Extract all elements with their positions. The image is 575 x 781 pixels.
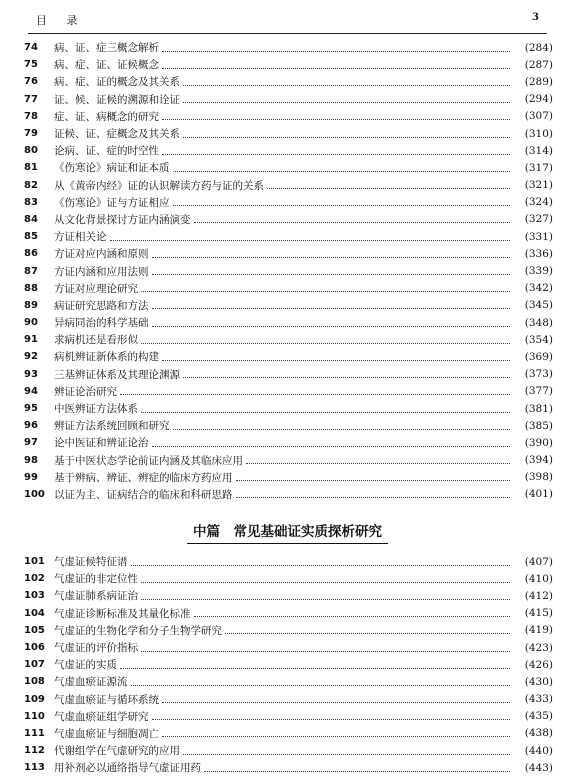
entry-number: 103: [24, 590, 45, 602]
dot-leader: [152, 325, 511, 327]
dot-leader: [183, 136, 510, 138]
entry-number: 85: [24, 231, 38, 243]
entry-page: (342): [524, 282, 553, 295]
dot-leader: [183, 376, 510, 378]
toc-entry[interactable]: [24, 228, 553, 245]
entry-title: 代谢组学在气虚研究的应用: [54, 745, 180, 758]
entry-title: 论中医证和辨证论治: [54, 437, 149, 450]
dot-leader: [152, 718, 511, 720]
dot-leader: [173, 428, 511, 430]
dot-leader: [246, 462, 510, 464]
entry-page: (443): [524, 761, 553, 774]
entry-page: (419): [524, 624, 553, 637]
dot-leader: [141, 581, 510, 583]
dot-leader: [173, 204, 511, 206]
toc-list-lower: [24, 553, 553, 776]
entry-number: 77: [24, 93, 38, 105]
entry-title: 辨证论治研究: [54, 385, 117, 398]
entry-number: 78: [24, 110, 38, 122]
entry-page: (336): [524, 247, 553, 260]
toc-entry[interactable]: [24, 622, 553, 639]
running-title: 目 录: [36, 14, 86, 27]
entry-title: 气虚证候特征谱: [54, 556, 128, 569]
toc-entry[interactable]: [24, 142, 553, 159]
entry-number: 95: [24, 403, 38, 415]
entry-page: (426): [524, 658, 553, 671]
toc-entry[interactable]: [24, 159, 553, 176]
entry-number: 83: [24, 196, 38, 208]
entry-title: 气虚证的实质: [54, 659, 117, 672]
dot-leader: [152, 256, 511, 258]
entry-number: 105: [24, 624, 45, 636]
entry-title: 论病、证、症的时空性: [54, 145, 159, 158]
toc-entry[interactable]: [24, 417, 553, 434]
dot-leader: [162, 118, 510, 120]
entry-page: (307): [524, 110, 553, 123]
toc-entry[interactable]: [24, 656, 553, 673]
toc-entry[interactable]: [24, 108, 553, 125]
entry-number: 80: [24, 145, 38, 157]
dot-leader: [152, 307, 511, 309]
toc-entry[interactable]: [24, 383, 553, 400]
entry-page: (433): [524, 693, 553, 706]
entry-number: 79: [24, 128, 38, 140]
dot-leader: [204, 770, 510, 772]
entry-page: (430): [524, 675, 553, 688]
entry-page: (435): [524, 710, 553, 723]
entry-number: 89: [24, 299, 38, 311]
toc-entry[interactable]: [24, 469, 553, 486]
entry-number: 99: [24, 471, 38, 483]
page-header: [28, 12, 547, 30]
entry-number: 87: [24, 265, 38, 277]
toc-entry[interactable]: [24, 56, 553, 73]
entry-page: (284): [524, 41, 553, 54]
entry-number: 91: [24, 334, 38, 346]
toc-entry[interactable]: [24, 245, 553, 262]
dot-leader: [183, 101, 510, 103]
entry-page: (373): [524, 368, 553, 381]
entry-page: (294): [524, 93, 553, 106]
entry-number: 101: [24, 556, 45, 568]
toc-entry[interactable]: [24, 366, 553, 383]
entry-title: 气虚血瘀证与循环系统: [54, 693, 159, 706]
toc-entry[interactable]: [24, 314, 553, 331]
entry-title: 气虚证的评价指标: [54, 642, 138, 655]
entry-title: 气虚血瘀证源流: [54, 676, 128, 689]
entry-number: 92: [24, 351, 38, 363]
entry-number: 90: [24, 317, 38, 329]
entry-page: (398): [524, 471, 553, 484]
dot-leader: [162, 50, 510, 52]
section-heading: [0, 520, 575, 544]
entry-title: 《伤寒论》病证和证本质: [54, 162, 170, 175]
header-rule: [28, 33, 547, 34]
entry-title: 辨证方法系统回顾和研究: [54, 420, 170, 433]
entry-number: 104: [24, 607, 45, 619]
entry-page: (423): [524, 641, 553, 654]
entry-title: 证、候、证候的溯源和诠证: [54, 93, 180, 106]
entry-number: 111: [24, 727, 45, 739]
entry-number: 81: [24, 162, 38, 174]
entry-title: 用补剂必以通络指导气虚证用药: [54, 762, 201, 775]
entry-number: 82: [24, 179, 38, 191]
entry-number: 106: [24, 642, 45, 654]
dot-leader: [194, 221, 511, 223]
entry-page: (412): [524, 589, 553, 602]
entry-page: (317): [524, 161, 553, 174]
entry-page: (369): [524, 350, 553, 363]
entry-page: (381): [524, 402, 553, 415]
toc-entry[interactable]: [24, 452, 553, 469]
entry-number: 107: [24, 659, 45, 671]
entry-title: 从文化背景探讨方证内涵演变: [54, 213, 191, 226]
toc-entry[interactable]: [24, 725, 553, 742]
dot-leader: [152, 273, 511, 275]
toc-entry[interactable]: [24, 348, 553, 365]
entry-number: 102: [24, 573, 45, 585]
entry-page: (401): [524, 488, 553, 501]
entry-title: 气虚证的生物化学和分子生物学研究: [54, 624, 222, 637]
entry-number: 75: [24, 59, 38, 71]
entry-title: 方证内涵和应用法则: [54, 265, 149, 278]
toc-entry[interactable]: [24, 673, 553, 690]
dot-leader: [162, 701, 510, 703]
entry-title: 从《黄帝内经》证的认识解读方药与证的关系: [54, 179, 264, 192]
entry-page: (394): [524, 454, 553, 467]
entry-number: 93: [24, 368, 38, 380]
section-title: 中篇 常见基础证实质探析研究: [187, 520, 388, 544]
toc-entry[interactable]: [24, 742, 553, 759]
toc-entry[interactable]: [24, 400, 553, 417]
entry-page: (385): [524, 419, 553, 432]
toc-entry[interactable]: [24, 39, 553, 56]
toc-entry[interactable]: [24, 280, 553, 297]
dot-leader: [141, 290, 510, 292]
dot-leader: [141, 411, 510, 413]
entry-number: 100: [24, 488, 45, 500]
dot-leader: [110, 239, 511, 241]
dot-leader: [141, 598, 510, 600]
dot-leader: [173, 170, 511, 172]
entry-page: (345): [524, 299, 553, 312]
entry-title: 三基辨证体系及其理论渊源: [54, 368, 180, 381]
entry-title: 症、证、病概念的研究: [54, 110, 159, 123]
toc-entry[interactable]: [24, 73, 553, 90]
entry-title: 病、证、症三概念解析: [54, 42, 159, 55]
entry-title: 病证研究思路和方法: [54, 299, 149, 312]
page-number: 3: [532, 12, 539, 23]
entry-page: (324): [524, 196, 553, 209]
dot-leader: [131, 564, 511, 566]
entry-title: 方证相关论: [54, 231, 107, 244]
entry-page: (327): [524, 213, 553, 226]
dot-leader: [162, 359, 510, 361]
entry-title: 病、症、证、证候概念: [54, 59, 159, 72]
entry-title: 中医辨证方法体系: [54, 403, 138, 416]
toc-entry[interactable]: [24, 177, 553, 194]
dot-leader: [141, 650, 510, 652]
entry-title: 气虚证诊断标准及其量化标准: [54, 607, 191, 620]
entry-number: 96: [24, 420, 38, 432]
dot-leader: [162, 735, 510, 737]
entry-title: 异病同治的科学基础: [54, 317, 149, 330]
entry-page: (410): [524, 572, 553, 585]
entry-number: 94: [24, 385, 38, 397]
toc-entry[interactable]: [24, 553, 553, 570]
entry-number: 109: [24, 693, 45, 705]
toc-entry[interactable]: [24, 125, 553, 142]
dot-leader: [183, 84, 510, 86]
entry-title: 基于中医状态学论前证内涵及其临床应用: [54, 454, 243, 467]
entry-number: 76: [24, 76, 38, 88]
entry-page: (321): [524, 179, 553, 192]
entry-page: (415): [524, 607, 553, 620]
entry-page: (314): [524, 144, 553, 157]
entry-number: 113: [24, 762, 45, 774]
entry-title: 求病机还是看形似: [54, 334, 138, 347]
toc-entry[interactable]: [24, 262, 553, 279]
dot-leader: [141, 342, 510, 344]
dot-leader: [194, 615, 511, 617]
toc-entry[interactable]: [24, 331, 553, 348]
entry-number: 88: [24, 282, 38, 294]
toc-entry[interactable]: [24, 486, 553, 503]
entry-title: 气虚证肺系病证治: [54, 590, 138, 603]
dot-leader: [267, 187, 510, 189]
entry-number: 110: [24, 710, 45, 722]
entry-page: (354): [524, 333, 553, 346]
entry-page: (407): [524, 555, 553, 568]
dot-leader: [162, 153, 510, 155]
toc-entry[interactable]: [24, 605, 553, 622]
toc-entry[interactable]: [24, 759, 553, 776]
entry-title: 气虚血瘀证组学研究: [54, 710, 149, 723]
toc-entry[interactable]: [24, 194, 553, 211]
entry-number: 112: [24, 745, 45, 757]
entry-title: 证候、证、症概念及其关系: [54, 128, 180, 141]
entry-page: (289): [524, 75, 553, 88]
entry-page: (377): [524, 385, 553, 398]
toc-entry[interactable]: [24, 639, 553, 656]
toc-list-upper: [24, 39, 553, 503]
entry-title: 以证为主、证病结合的临床和科研思路: [54, 488, 233, 501]
dot-leader: [225, 632, 510, 634]
entry-title: 方证对应理论研究: [54, 282, 138, 295]
dot-leader: [152, 445, 511, 447]
entry-page: (390): [524, 436, 553, 449]
dot-leader: [183, 753, 510, 755]
entry-page: (310): [524, 127, 553, 140]
dot-leader: [120, 393, 510, 395]
entry-title: 病、症、证的概念及其关系: [54, 76, 180, 89]
entry-page: (287): [524, 58, 553, 71]
toc-entry[interactable]: [24, 708, 553, 725]
toc-entry[interactable]: [24, 570, 553, 587]
entry-title: 病机辨证新体系的构建: [54, 351, 159, 364]
entry-title: 气虚血瘀证与细胞凋亡: [54, 727, 159, 740]
entry-number: 74: [24, 42, 38, 54]
dot-leader: [236, 479, 511, 481]
toc-entry[interactable]: [24, 91, 553, 108]
entry-number: 97: [24, 437, 38, 449]
entry-page: (440): [524, 744, 553, 757]
toc-entry[interactable]: [24, 211, 553, 228]
entry-title: 气虚证的非定位性: [54, 573, 138, 586]
entry-title: 基于辨病、辨证、辨症的临床方药应用: [54, 471, 233, 484]
toc-entry[interactable]: [24, 587, 553, 604]
entry-page: (348): [524, 316, 553, 329]
entry-number: 84: [24, 213, 38, 225]
entry-page: (339): [524, 265, 553, 278]
dot-leader: [162, 67, 510, 69]
entry-number: 108: [24, 676, 45, 688]
entry-title: 方证对应内涵和原则: [54, 248, 149, 261]
dot-leader: [131, 684, 511, 686]
toc-entry[interactable]: [24, 297, 553, 314]
entry-number: 86: [24, 248, 38, 260]
dot-leader: [236, 496, 511, 498]
entry-title: 《伤寒论》证与方证相应: [54, 196, 170, 209]
dot-leader: [120, 667, 510, 669]
toc-entry[interactable]: [24, 691, 553, 708]
entry-page: (438): [524, 727, 553, 740]
entry-page: (331): [524, 230, 553, 243]
entry-number: 98: [24, 454, 38, 466]
toc-entry[interactable]: [24, 434, 553, 451]
